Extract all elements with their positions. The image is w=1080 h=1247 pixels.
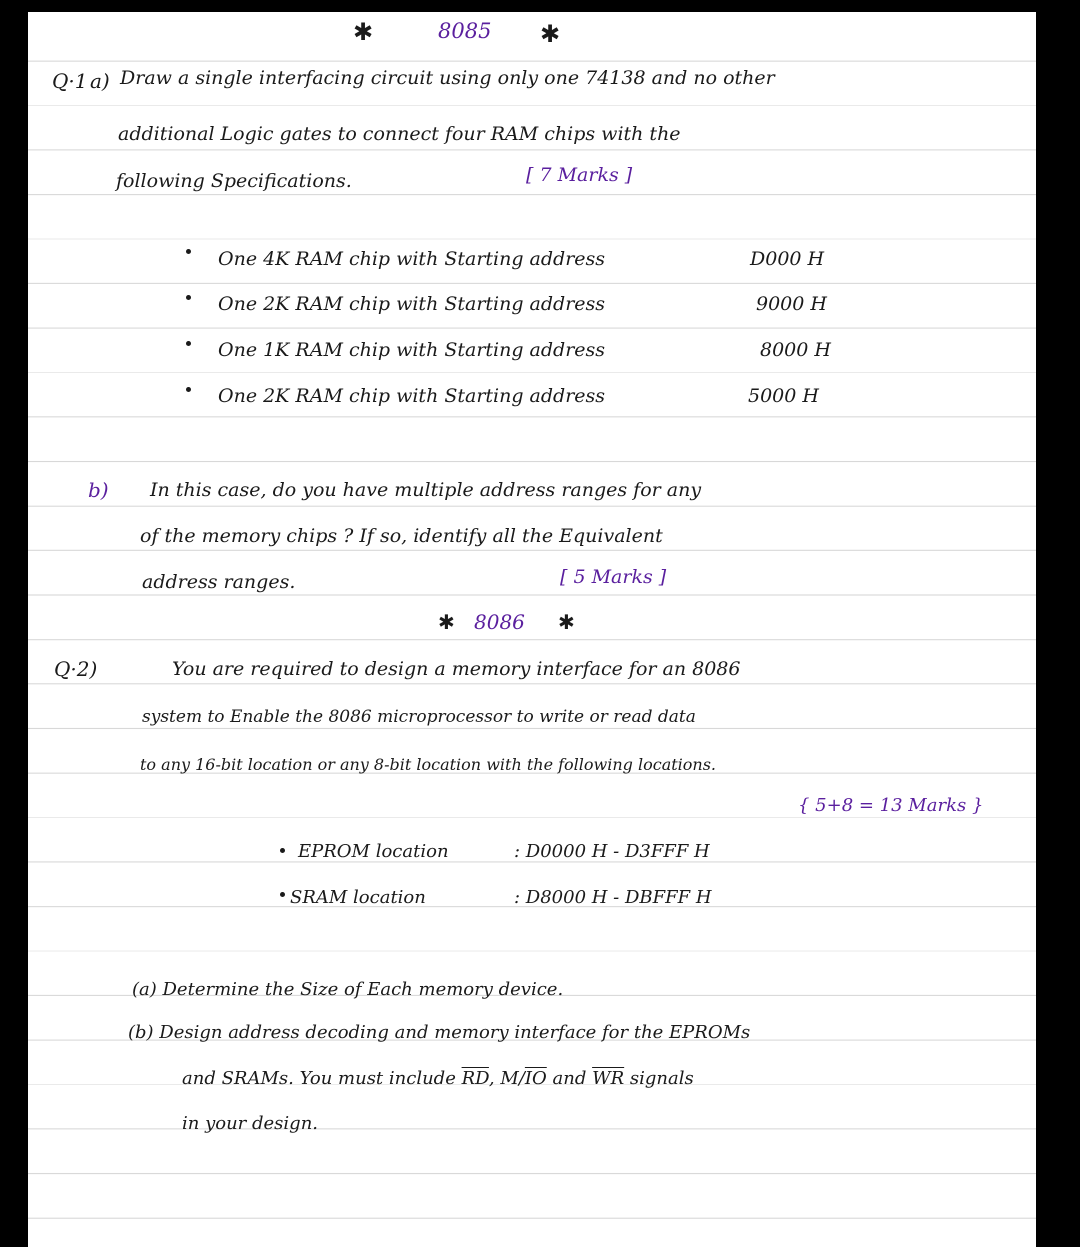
bullet-2-text: One 2K RAM chip with Starting address [218,293,606,315]
bullet-3-address: 8000 H [760,339,831,361]
sram-location-range: : D8000 H - DBFFF H [514,887,712,908]
bullet-dot [186,249,191,254]
bullet-dot [186,387,191,392]
q2-line3: to any 16-bit location or any 8-bit location with the following locations. [140,755,717,774]
q1b-line2: of the memory chips ? If so, identify all the Equivalent [140,525,663,547]
bullet-dot [280,892,285,897]
bullet-1-address: D000 H [750,248,825,270]
q2-label: Q·2) [54,657,98,681]
heading-8086: 8086 [474,610,525,634]
rd-signal: $\overline{RD}$ [461,1068,489,1089]
q1a-line3: following Specifications. [116,170,352,192]
wr-signal: $\overline{WR}$ [592,1068,625,1089]
q1a-line1: Draw a single interfacing circuit using only one 74138 and no other [120,67,775,89]
q2-marks: { 5+8 = 13 Marks } [798,795,984,816]
q1b-marks: [ 5 Marks ] [560,566,667,588]
star-icon: ✱ [540,20,561,48]
q1b-line3: address ranges. [142,571,296,593]
bullet-4-text: One 2K RAM chip with Starting address [218,385,606,407]
notebook-page [28,12,1036,1247]
io-signal: $\overline{IO}$ [524,1068,547,1089]
and-word: and [552,1068,587,1089]
q1-label: Q·1 [52,69,88,93]
eprom-location-range: : D0000 H - D3FFF H [514,841,710,862]
q2-line1: You are required to design a memory interface for an 8086 [172,658,741,680]
q2-part-b-line3: in your design. [182,1113,319,1134]
q1a-line2: additional Logic gates to connect four RAM chips with the [118,123,681,145]
bullet-dot [280,848,285,853]
q1b-label: b) [88,478,109,502]
q2-part-b-line1: (b) Design address decoding and memory interface for the EPROMs [128,1022,751,1043]
sram-location-label: SRAM location [290,887,426,908]
star-icon: ✱ [438,610,455,634]
q1b-line1: In this case, do you have multiple address ranges for any [150,479,702,501]
signals-word: signals [629,1068,694,1089]
bullet-3-text: One 1K RAM chip with Starting address [218,339,606,361]
q1a-marks: [ 7 Marks ] [526,164,633,186]
bullet-1-text: One 4K RAM chip with Starting address [218,248,606,270]
bullet-2-address: 9000 H [756,293,827,315]
q1a-label: a) [90,69,110,93]
star-icon: ✱ [558,610,575,634]
separator-comma: , [488,1068,495,1089]
q2-part-a: (a) Determine the Size of Each memory device. [132,979,564,1000]
q2-line2: system to Enable the 8086 microprocessor to write or read data [142,707,696,727]
q2-part-b-line2 [182,1067,694,1091]
q2-part-b-line2-text: and SRAMs. You must include [182,1068,456,1089]
star-icon: ✱ [353,18,374,46]
bullet-4-address: 5000 H [748,385,819,407]
m-signal: M/ [500,1068,525,1089]
bullet-dot [186,295,191,300]
heading-8085: 8085 [438,19,492,43]
eprom-location-label: EPROM location [298,841,449,862]
bullet-dot [186,341,191,346]
